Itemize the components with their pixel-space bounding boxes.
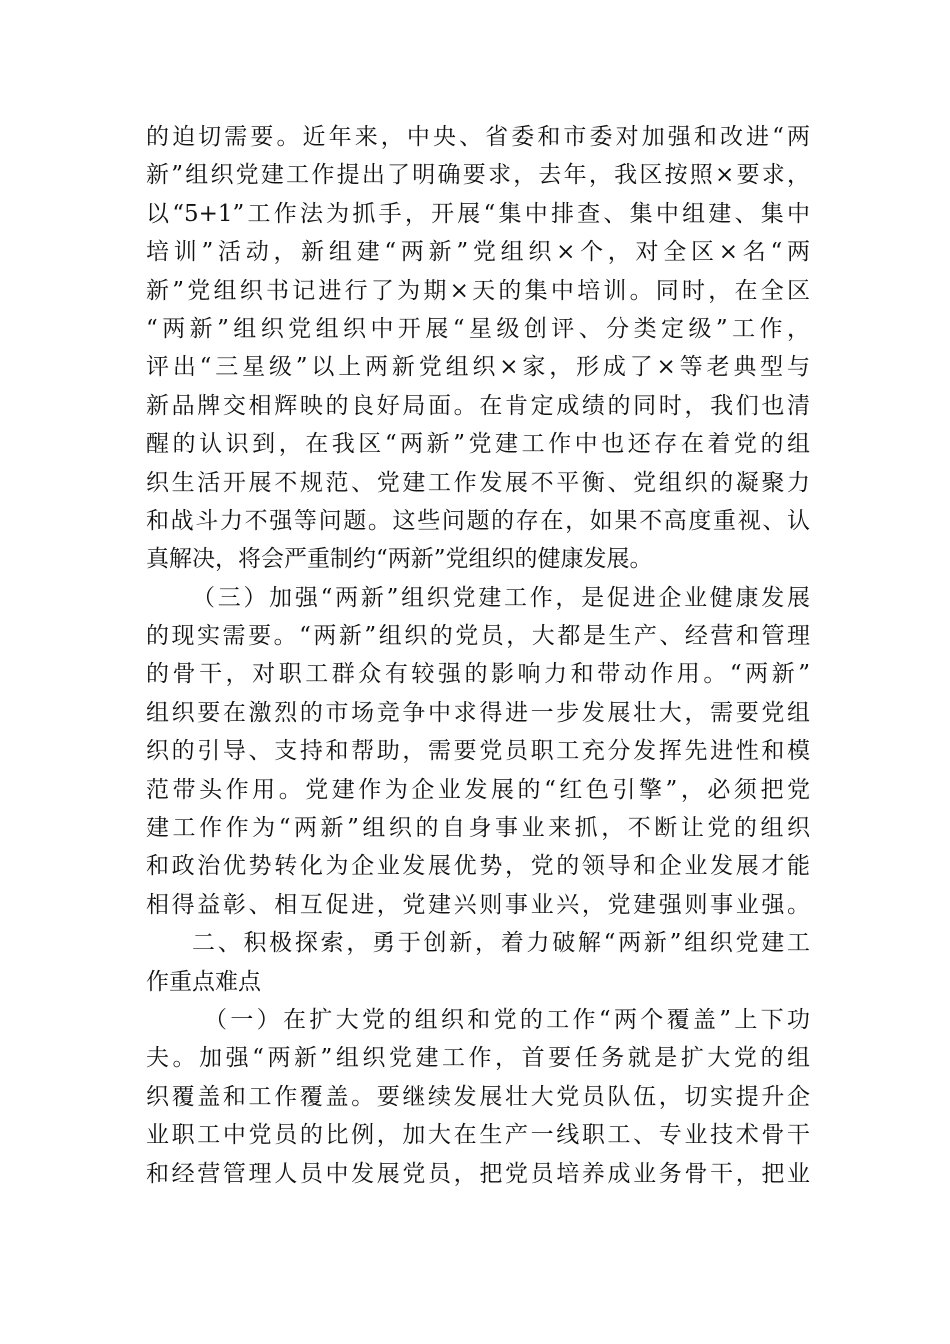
text-line: 的现实需要。“两新”组织的党员，大都是生产、经营和管理 <box>146 623 810 650</box>
text-line: 作重点难点 <box>146 968 261 995</box>
text-line: 织覆盖和工作覆盖。要继续发展壮大党员队伍，切实提升企 <box>146 1083 810 1110</box>
text-line: 和战斗力不强等问题。这些问题的存在，如果不高度重视、认 <box>146 507 810 534</box>
text-line: 培训”活动，新组建“两新”党组织×个，对全区×名“两 <box>146 239 810 266</box>
text-line: 和政治优势转化为企业发展优势，党的领导和企业发展才能 <box>146 853 810 880</box>
text-line: 织的引导、支持和帮助，需要党员职工充分发挥先进性和模 <box>146 738 810 765</box>
text-line: 的迫切需要。近年来，中央、省委和市委对加强和改进“两 <box>146 124 810 150</box>
text-line: 夫。加强“两新”组织党建工作，首要任务就是扩大党的组 <box>146 1045 810 1072</box>
text-line: 新品牌交相辉映的良好局面。在肯定成绩的同时，我们也清 <box>146 392 810 419</box>
text-line: 业职工中党员的比例，加大在生产一线职工、专业技术骨干 <box>146 1122 810 1149</box>
text-line: “两新”组织党组织中开展“星级创评、分类定级”工作， <box>146 315 810 342</box>
text-line: 新”组织党建工作提出了明确要求，去年，我区按照×要求， <box>146 162 810 189</box>
text-line: 醒的认识到，在我区“两新”党建工作中也还存在着党的组 <box>146 431 810 458</box>
text-line: 的骨干，对职工群众有较强的影响力和带动作用。“两新” <box>146 661 810 688</box>
text-line: 以“5+1”工作法为抓手，开展“集中排查、集中组建、集中 <box>146 200 810 227</box>
text-line: 二、积极探索，勇于创新，着力破解“两新”组织党建工 <box>192 930 810 957</box>
text-line: （一）在扩大党的组织和党的工作“两个覆盖”上下功 <box>204 1006 810 1033</box>
text-line: 组织要在激烈的市场竞争中求得进一步发展壮大，需要党组 <box>146 699 810 726</box>
text-line: 评出“三星级”以上两新党组织×家，形成了×等老典型与 <box>146 354 810 381</box>
text-line: （三）加强“两新”组织党建工作，是促进企业健康发展 <box>192 584 810 611</box>
text-line: 范带头作用。党建作为企业发展的“红色引擎”，必须把党 <box>146 776 810 803</box>
text-line: 织生活开展不规范、党建工作发展不平衡、党组织的凝聚力 <box>146 469 810 496</box>
text-line: 相得益彰、相互促进，党建兴则事业兴，党建强则事业强。 <box>146 891 810 918</box>
text-line: 新”党组织书记进行了为期×天的集中培训。同时，在全区 <box>146 277 810 304</box>
text-line: 真解决，将会严重制约“两新”党组织的健康发展。 <box>146 546 653 573</box>
text-line: 建工作作为“两新”组织的自身事业来抓，不断让党的组织 <box>146 815 810 842</box>
text-line: 和经营管理人员中发展党员，把党员培养成业务骨干，把业 <box>146 1160 810 1187</box>
document-page <box>146 118 810 1193</box>
